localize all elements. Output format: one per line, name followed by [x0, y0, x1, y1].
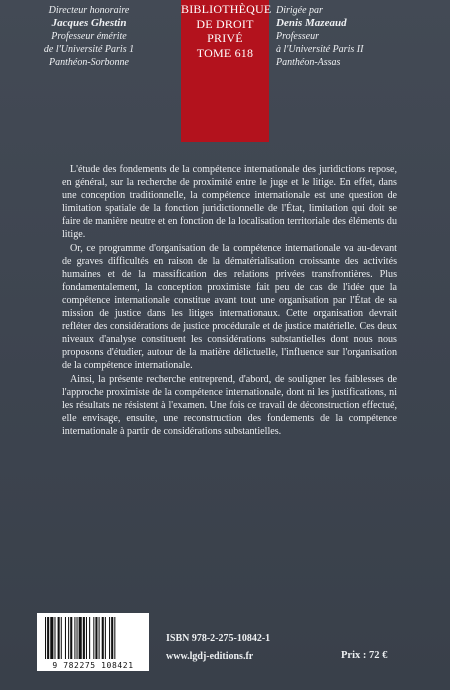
- barcode-digits: 9 782275 108421: [52, 661, 134, 670]
- abstract-paragraph-2: Or, ce programme d'organisation de la compétence internationale va au-devant de graves difficultés en raison de la dématérialisation croissante des activités humaines et de la massification des relations privées transfrontières. Plus fondamentalement, la conception proximiste fait peu de cas de l'idée que la compétence internationale constitue avant tout une organisation par l'État de sa mission de justice dans les litiges internationaux. Cette organisation devrait refléter des considérations de justice procédurale et de justice matérielle. Ces deux niveaux d'analyse constituent les considérations substantielles dont nous nous proposons d'étudier, autour de la matière délictuelle, l'influence sur l'organisation de la compétence internationale.: [62, 242, 397, 372]
- series-title-box: [181, 0, 272, 142]
- barcode-bar: [45, 617, 46, 659]
- barcode-bar: [47, 617, 49, 659]
- barcode-bar: [93, 617, 94, 659]
- series-line1: BIBLIOTHÈQUE: [181, 2, 272, 16]
- publisher-website: www.lgdj-editions.fr: [166, 651, 254, 662]
- honorary-director-university-line2: Panthéon-Sorbonne: [49, 57, 129, 68]
- honorary-director-title: Professeur émérite: [51, 31, 127, 42]
- honorary-director-university-line1: de l'Université Paris 1: [43, 44, 135, 55]
- barcode-bar: [95, 617, 97, 659]
- series-line2: DE DROIT: [196, 16, 254, 31]
- series-line3: PRIVÉ: [207, 31, 243, 45]
- barcode-bar: [58, 617, 60, 659]
- series-director-block: [276, 4, 450, 69]
- honorary-director-role: Directeur honoraire: [48, 5, 130, 16]
- barcode-bar: [99, 617, 100, 659]
- barcode-bar: [111, 617, 113, 659]
- abstract-paragraph-3: Ainsi, la présente recherche entreprend, d'abord, de souligner les faiblesses de l'approche proximiste de la compétence internationale, dont ni les justifications, ni les résultats ne résistent à l'examen. Une fois ce travail de déconstruction effectué, elle envisage, ensuite, une reconstruction des fondements de la compétence internationale à partir de considérations substantielles.: [62, 373, 397, 437]
- barcode-bar: [79, 617, 82, 659]
- series-director-role: Dirigée par: [276, 5, 323, 16]
- barcode-bars: [37, 613, 149, 661]
- barcode-bar: [61, 617, 62, 659]
- series-director-university-line2: Panthéon-Assas: [276, 57, 341, 68]
- series-director-name: Denis Mazeaud: [276, 17, 347, 29]
- barcode-bar: [102, 617, 104, 659]
- barcode-bar: [74, 617, 75, 659]
- book-price: Prix : 72 €: [341, 650, 388, 661]
- barcode-bar: [70, 617, 72, 659]
- honorary-director-block: [0, 4, 178, 69]
- abstract-paragraph-1: L'étude des fondements de la compétence internationale des juridictions repose, en général, sur la recherche de proximité entre le juge et le litige. En effet, dans une conception traditionnelle, la compétence internationale est une question de limitation spatiale de la fonction juridictionnelle de l'État, limitation qui doit se faire de manière neutre et en fonction de la localisation territoriale des éléments du litige.: [62, 164, 397, 241]
- book-abstract: [62, 163, 397, 438]
- barcode-bar: [65, 617, 66, 659]
- barcode-bar: [105, 617, 106, 659]
- barcode-bar: [114, 617, 115, 659]
- series-director-title: Professeur: [276, 31, 319, 42]
- isbn-number: ISBN 978-2-275-10842-1: [166, 633, 271, 644]
- barcode-bar: [109, 617, 110, 659]
- barcode-bar: [50, 617, 53, 659]
- barcode-bar: [89, 617, 90, 659]
- barcode-bar: [86, 617, 87, 659]
- barcode-bar: [77, 617, 78, 659]
- series-director-university-line1: à l'Université Paris II: [276, 44, 364, 55]
- series-volume: TOME 618: [196, 45, 254, 60]
- barcode-bar: [54, 617, 55, 659]
- barcode-bar: [68, 617, 69, 659]
- isbn-barcode: [37, 613, 149, 671]
- barcode-bar: [83, 617, 85, 659]
- honorary-director-name: Jacques Ghestin: [51, 17, 127, 29]
